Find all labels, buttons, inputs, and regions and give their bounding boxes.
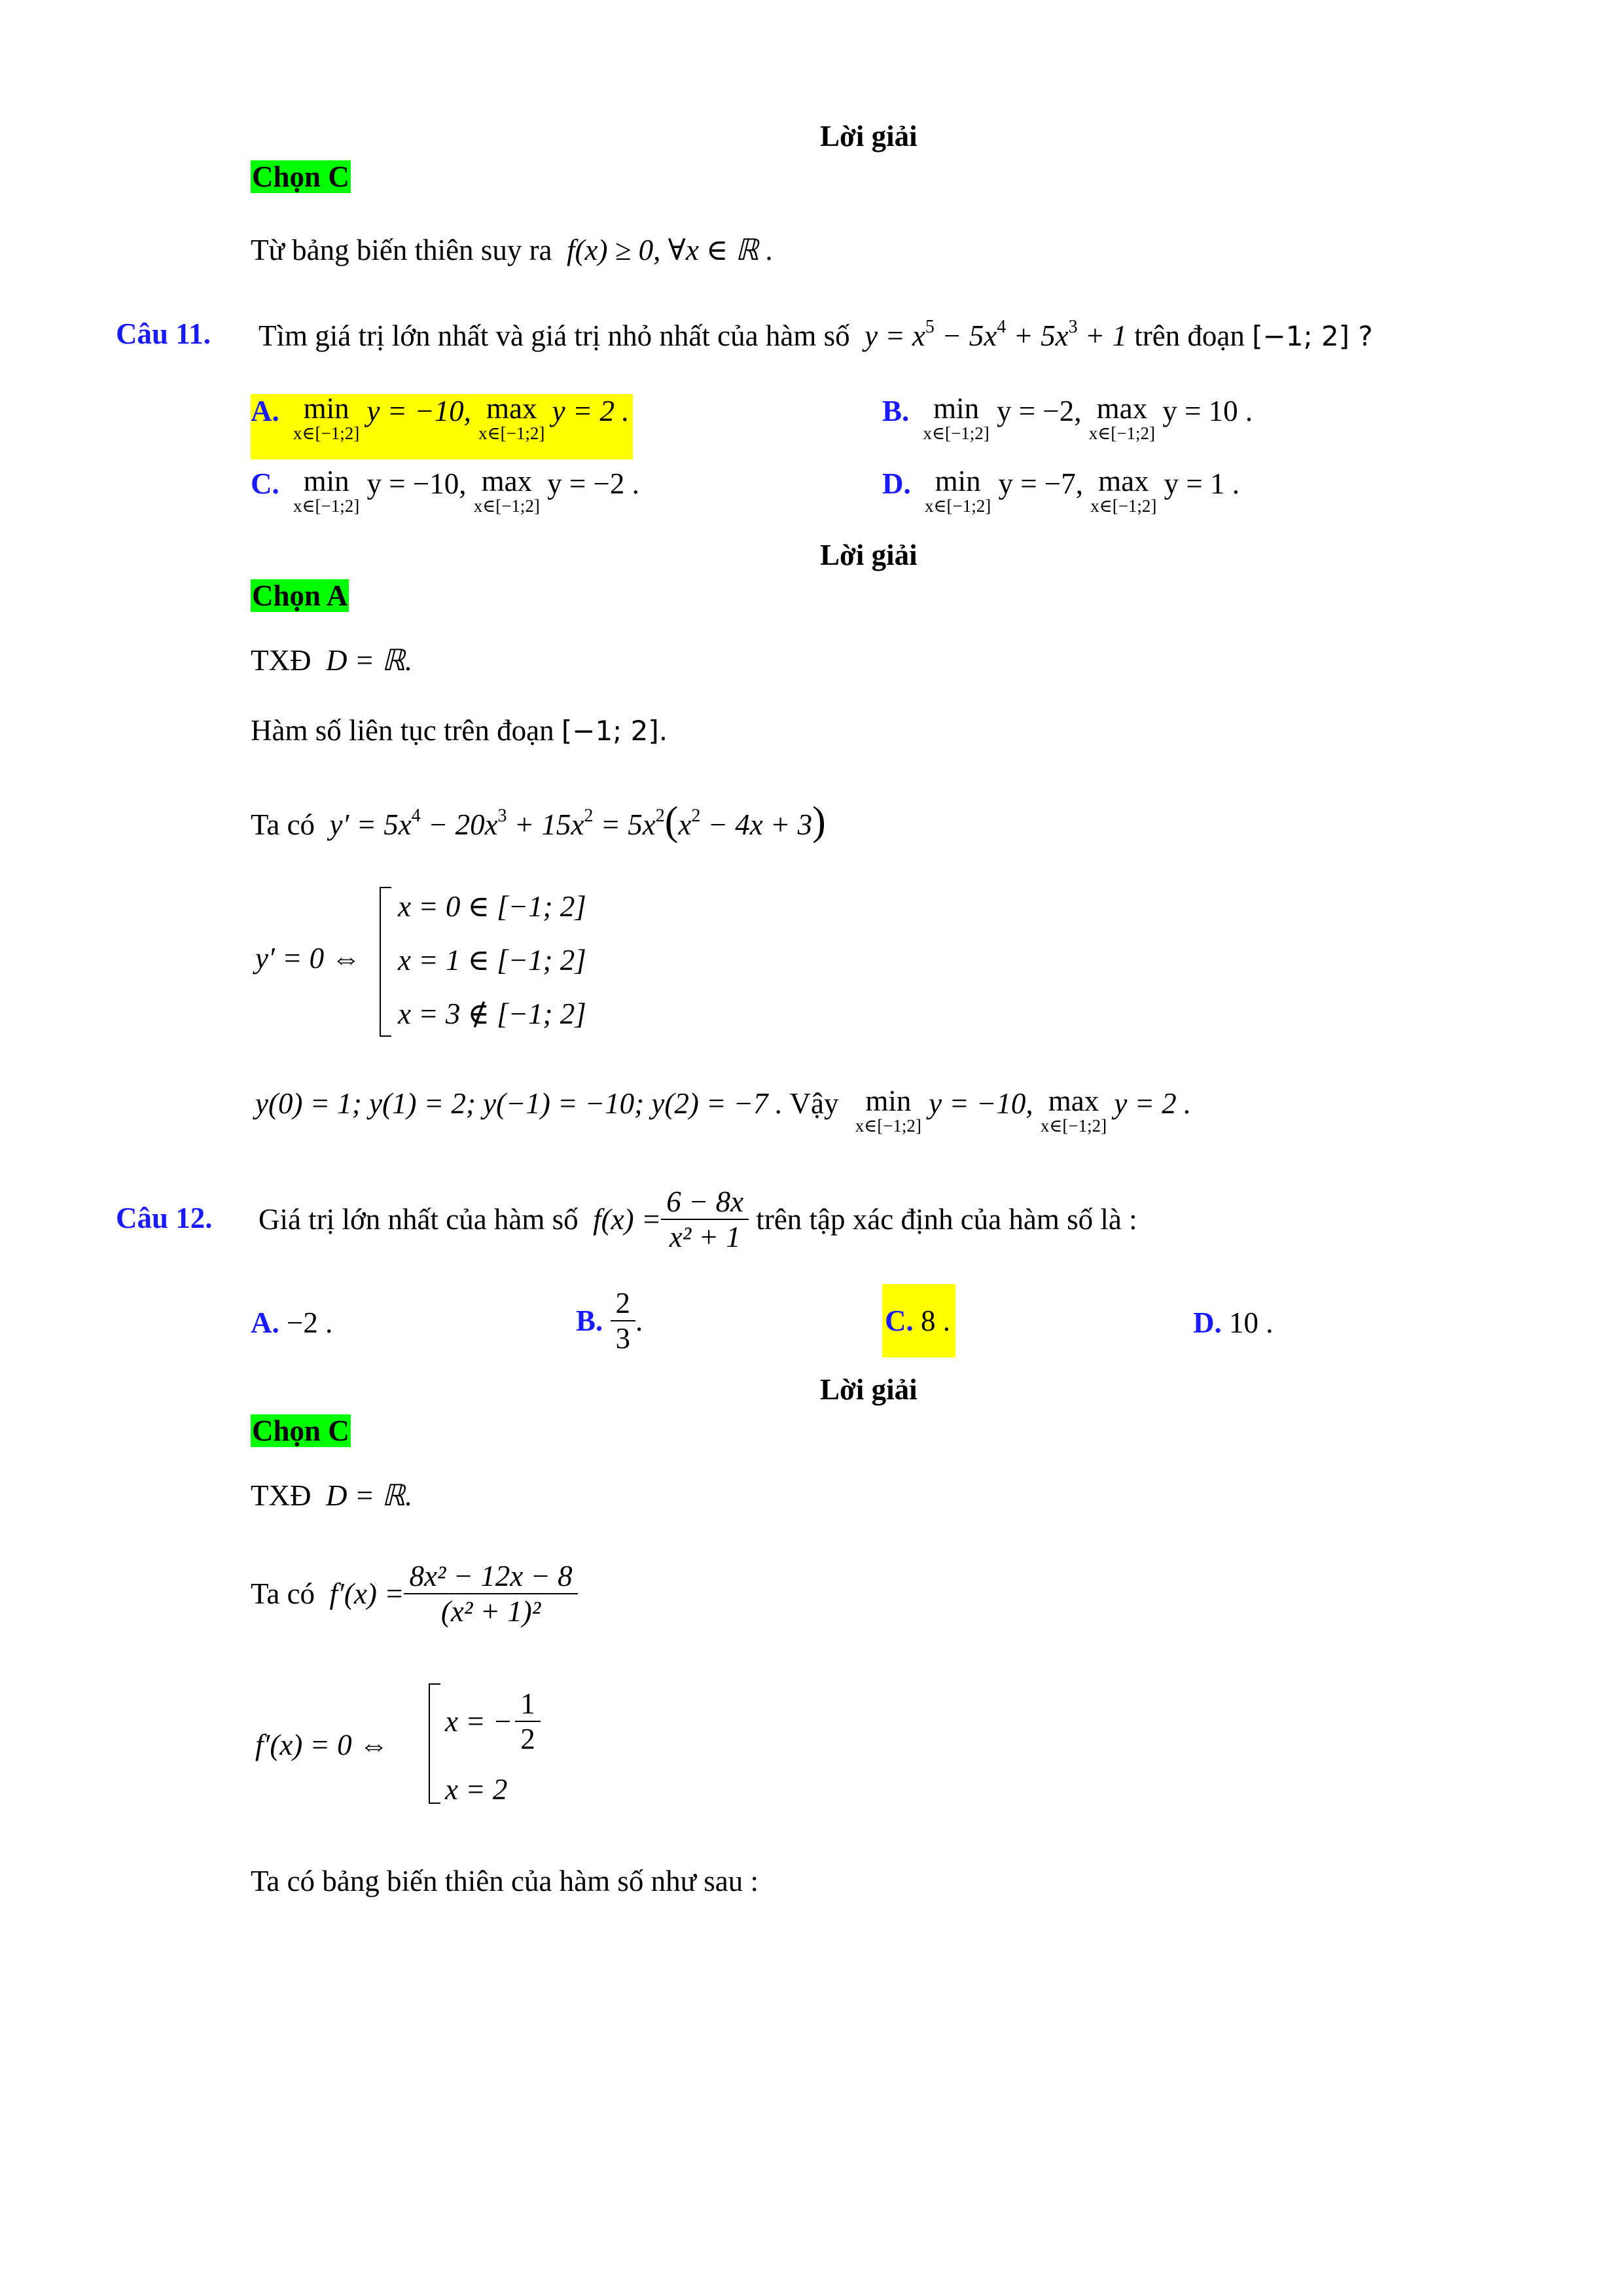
q12-chosen-badge: Chọn C xyxy=(252,1414,349,1447)
q11-values: y(0) = 1; y(1) = 2; y(−1) = −10; y(2) = −7 . Vậy min x∈[−1;2] y = −10, max x∈[−1;2] y = 2 . xyxy=(255,1085,1192,1136)
q12-option-d: D. 10 . xyxy=(1193,1306,1274,1339)
q12-case-bracket xyxy=(429,1683,440,1804)
q11-chosen-badge: Chọn A xyxy=(252,579,348,612)
q11-case-3: x = 3 ∉ [−1; 2] xyxy=(398,997,586,1030)
q11-case-1: x = 0 ∈ [−1; 2] xyxy=(398,890,586,923)
solution-heading: Lời giải xyxy=(820,120,918,152)
q12-option-a: A. −2 . xyxy=(251,1306,333,1339)
q11-case-2: x = 1 ∈ [−1; 2] xyxy=(398,944,586,977)
q12-function-fraction: $\frac{6 - 8x}{\text{x² + 1}}$ xyxy=(661,1185,749,1254)
question-11-text: Tìm giá trị lớn nhất và giá trị nhỏ nhất của hàm số $y = x^5 - 5x^4 + 5x^3 + 1$ trên đoạn [−1; 2] ? xyxy=(259,317,1373,352)
q12-option-b: B. $\frac{2}{3}$ . xyxy=(576,1286,643,1355)
q12-equation-lhs: f′(x) = 0 ⇔ xyxy=(255,1729,389,1761)
q11-equation-lhs: y′ = 0 ⇔ xyxy=(255,942,361,975)
q12-solution-heading: Lời giải xyxy=(820,1373,918,1406)
q12-case-2: x = 2 xyxy=(445,1773,508,1806)
q11-derivative: Ta có $y' = 5x^4 - 20x^3 + 15x^2 = 5x^2(x^2 - 4x + 3)$ xyxy=(251,799,826,844)
q12-derivative: Ta có f′(x) = $\frac{\text{8x² − 12x − 8}}{\text{(x² + 1)²}}$ xyxy=(251,1545,578,1643)
question-12-label: Câu 12. xyxy=(116,1202,213,1234)
q12-domain: TXĐ D = ℝ. xyxy=(251,1479,413,1512)
q11-option-c: C. min x∈[−1;2] y = −10, max x∈[−1;2] y = −2 . xyxy=(251,465,639,516)
q11-domain: TXĐ D = ℝ. xyxy=(251,644,413,677)
q11-option-b: B. min x∈[−1;2] y = −2, max x∈[−1;2] y = 10 . xyxy=(882,392,1253,443)
q11-case-bracket xyxy=(380,887,391,1037)
q11-solution-heading: Lời giải xyxy=(820,539,918,571)
chosen-answer-badge: Chọn C xyxy=(252,160,349,193)
question-12-text: Giá trị lớn nhất của hàm số f(x) = $\frac{6 - 8x}{\text{x² + 1}}$ trên tập xác định của hàm số là : xyxy=(259,1185,1137,1253)
q11-continuity: Hàm số liên tục trên đoạn [−1; 2]. xyxy=(251,714,668,747)
q11-option-d: D. min x∈[−1;2] y = −7, max x∈[−1;2] y = 1 . xyxy=(882,465,1240,516)
q12-option-c: C. 8 . xyxy=(882,1284,955,1357)
question-11-label: Câu 11. xyxy=(116,317,211,350)
solution-text: Từ bảng biến thiên suy ra f(x) ≥ 0, ∀x ∈ ℝ . xyxy=(251,234,774,266)
q12-case-1: x = − $\frac{1}{2}$ xyxy=(445,1683,541,1759)
q11-function: $y = x^5 - 5x^4 + 5x^3 + 1$ xyxy=(865,317,1127,352)
q11-option-a: A. min x∈[−1;2] y = −10, max x∈[−1;2] y = 2 . xyxy=(251,394,633,459)
q12-final-text: Ta có bảng biến thiên của hàm số như sau : xyxy=(251,1865,759,1897)
